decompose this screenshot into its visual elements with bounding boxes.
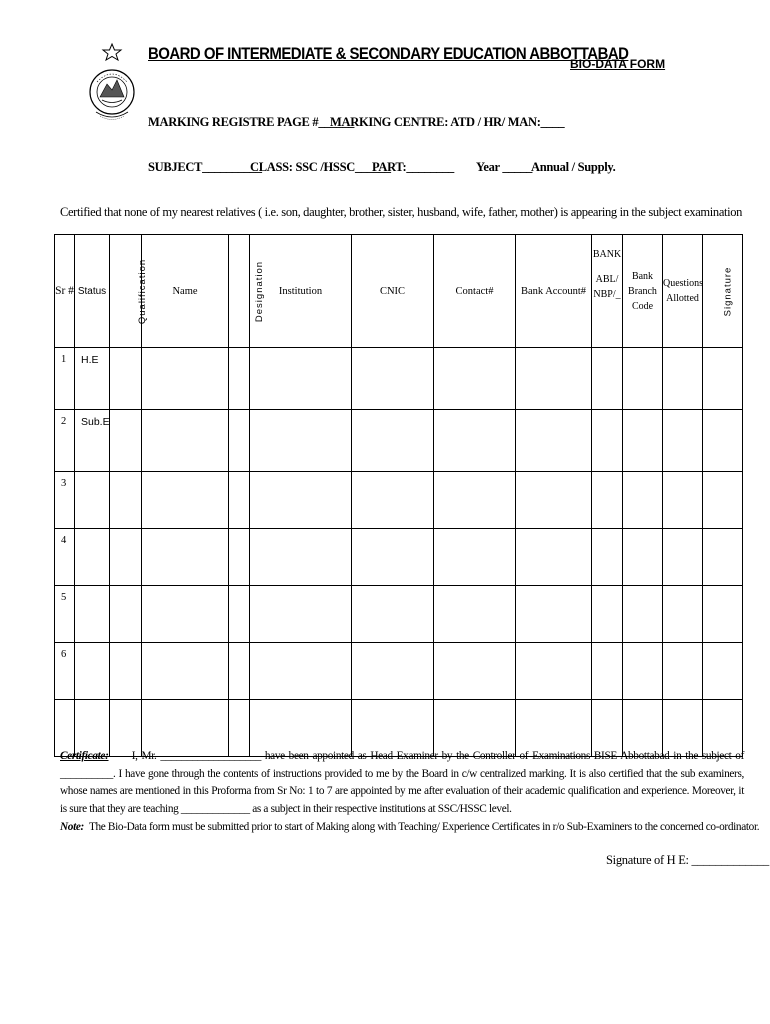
header-sr: Sr # xyxy=(55,235,75,348)
table-row xyxy=(55,529,743,586)
table-row xyxy=(55,643,743,700)
row-input-cell[interactable] xyxy=(663,529,703,586)
note-text: The Bio-Data form must be submitted prior to start of Making along with Teaching/ Experience Certificates in r/o Sub-Examiners to the concerned co-ordinator. xyxy=(88,821,760,833)
row-input-cell[interactable] xyxy=(623,529,663,586)
table-row xyxy=(55,472,743,529)
row-input-cell[interactable] xyxy=(352,529,434,586)
row-input-cell[interactable] xyxy=(250,472,352,529)
row-input-cell[interactable] xyxy=(592,348,623,410)
table-row xyxy=(55,410,743,472)
row-input-cell[interactable] xyxy=(516,348,592,410)
row-input-cell[interactable] xyxy=(516,472,592,529)
row-input-cell[interactable] xyxy=(703,529,743,586)
row-input-cell[interactable] xyxy=(142,348,229,410)
header-qualification-label: Qualification xyxy=(137,258,149,324)
row-input-cell[interactable] xyxy=(703,348,743,410)
row-input-cell[interactable] xyxy=(110,410,142,472)
row-input-cell[interactable] xyxy=(663,410,703,472)
header-institution: Institution xyxy=(250,235,352,348)
note-label: Note: xyxy=(60,821,84,833)
row-status-cell[interactable]: H.E xyxy=(75,348,110,410)
row-input-cell[interactable] xyxy=(623,410,663,472)
row-sr-cell: 5 xyxy=(55,586,75,643)
header-designation xyxy=(229,235,266,348)
row-input-cell[interactable] xyxy=(229,529,250,586)
header-bank xyxy=(592,235,623,348)
row-input-cell[interactable] xyxy=(663,348,703,410)
row-input-cell[interactable] xyxy=(516,529,592,586)
row-input-cell[interactable] xyxy=(623,348,663,410)
board-logo-seal xyxy=(88,42,136,124)
row-input-cell[interactable] xyxy=(142,472,229,529)
row-status-cell[interactable]: Sub.E xyxy=(75,410,110,472)
row-input-cell[interactable] xyxy=(352,643,434,700)
row-sr-cell: 2 xyxy=(55,410,75,472)
row-input-cell[interactable] xyxy=(592,643,623,700)
row-input-cell[interactable] xyxy=(229,348,250,410)
board-title: BOARD OF INTERMEDIATE & SECONDARY EDUCATION ABBOTTABAD xyxy=(148,44,629,63)
row-input-cell[interactable] xyxy=(623,586,663,643)
row-status-cell[interactable] xyxy=(75,586,110,643)
table-body xyxy=(55,348,743,757)
row-input-cell[interactable] xyxy=(434,348,516,410)
header-bank-options: ABL/ NBP/_ xyxy=(593,274,621,300)
row-input-cell[interactable] xyxy=(703,643,743,700)
row-input-cell[interactable] xyxy=(434,586,516,643)
row-status-cell[interactable] xyxy=(75,472,110,529)
header-bank-account: Bank Account# xyxy=(516,235,592,348)
header-signature-label: Signature xyxy=(722,266,734,316)
row-input-cell[interactable] xyxy=(352,586,434,643)
row-input-cell[interactable] xyxy=(516,643,592,700)
row-input-cell[interactable] xyxy=(110,586,142,643)
row-sr-cell: 1 xyxy=(55,348,75,410)
header-qualification xyxy=(110,235,149,348)
row-input-cell[interactable] xyxy=(142,529,229,586)
certificate-paragraph xyxy=(60,748,744,818)
row-input-cell[interactable] xyxy=(516,410,592,472)
row-input-cell[interactable] xyxy=(663,643,703,700)
session-field[interactable]: Annual / Supply. xyxy=(531,160,616,174)
row-input-cell[interactable] xyxy=(703,586,743,643)
table-row xyxy=(55,348,743,410)
row-input-cell[interactable] xyxy=(703,472,743,529)
row-sr-cell: 4 xyxy=(55,529,75,586)
header-contact: Contact# xyxy=(434,235,516,348)
row-input-cell[interactable] xyxy=(250,348,352,410)
note-paragraph xyxy=(60,821,759,833)
row-input-cell[interactable] xyxy=(250,410,352,472)
row-input-cell[interactable] xyxy=(592,586,623,643)
row-input-cell[interactable] xyxy=(352,348,434,410)
row-input-cell[interactable] xyxy=(434,410,516,472)
row-input-cell[interactable] xyxy=(592,529,623,586)
row-input-cell[interactable] xyxy=(703,410,743,472)
row-input-cell[interactable] xyxy=(352,472,434,529)
header-name: Name xyxy=(142,235,229,348)
row-input-cell[interactable] xyxy=(623,472,663,529)
row-input-cell[interactable] xyxy=(110,348,142,410)
row-input-cell[interactable] xyxy=(623,643,663,700)
row-sr-cell: 6 xyxy=(55,643,75,700)
row-input-cell[interactable] xyxy=(250,586,352,643)
header-cnic: CNIC xyxy=(352,235,434,348)
row-input-cell[interactable] xyxy=(250,643,352,700)
row-input-cell[interactable] xyxy=(663,586,703,643)
relatives-statement: Certified that none of my nearest relatives ( i.e. son, daughter, brother, sister, husband, wife, father, mother) is appearing in the subject examination xyxy=(60,205,743,219)
row-input-cell[interactable] xyxy=(229,410,250,472)
row-input-cell[interactable] xyxy=(110,472,142,529)
row-input-cell[interactable] xyxy=(229,472,250,529)
row-input-cell[interactable] xyxy=(516,586,592,643)
row-input-cell[interactable] xyxy=(110,643,142,700)
marking-centre-field[interactable]: MARKING CENTRE: ATD / HR/ MAN:____ xyxy=(330,115,565,129)
subject-field[interactable]: SUBJECT__________ xyxy=(148,160,262,174)
form-title: BIO-DATA FORM xyxy=(570,57,666,71)
row-status-cell[interactable] xyxy=(75,643,110,700)
certificate-label: Certificate: xyxy=(60,750,109,762)
header-signature xyxy=(703,235,743,348)
part-field[interactable]: PART:________ xyxy=(372,160,454,174)
row-status-cell[interactable] xyxy=(75,529,110,586)
header-bank-branch: Bank Branch Code xyxy=(623,235,663,348)
row-sr-cell: 3 xyxy=(55,472,75,529)
row-input-cell[interactable] xyxy=(434,529,516,586)
row-input-cell[interactable] xyxy=(434,472,516,529)
header-status: Status xyxy=(75,235,110,348)
header-questions: Questions Allotted xyxy=(663,235,703,348)
row-input-cell[interactable] xyxy=(352,410,434,472)
bio-data-table xyxy=(54,234,743,757)
header-bank-label: BANK xyxy=(592,249,622,260)
table-row xyxy=(55,586,743,643)
row-input-cell[interactable] xyxy=(592,410,623,472)
row-input-cell[interactable] xyxy=(663,472,703,529)
header-designation-label: Designation xyxy=(254,260,266,322)
table-header-row xyxy=(55,235,743,348)
certificate-text: I, Mr. ___________________ have been appointed as Head Examiner by the Controller of Examinations BISE Abbottabad in the subject of __________. I have gone through the contents of instructions provided to me by the Board in c/w centralized marking. It is also certified that the sub examiners, whose names are mentioned in this Proforma from Sr No: 1 to 7 are appointed by me after evaluation of their academic qualification and experience. Moreover, it is sure that they are teaching _____________ as a subject in their respective institutions at SSC/HSSC level. xyxy=(60,750,744,815)
row-input-cell[interactable] xyxy=(229,643,250,700)
year-field[interactable]: Year _____ xyxy=(476,160,533,174)
marking-page-field[interactable]: MARKING REGISTRE PAGE #______ xyxy=(148,115,355,129)
row-input-cell[interactable] xyxy=(434,643,516,700)
row-input-cell[interactable] xyxy=(142,643,229,700)
row-input-cell[interactable] xyxy=(229,586,250,643)
row-input-cell[interactable] xyxy=(250,529,352,586)
row-input-cell[interactable] xyxy=(110,529,142,586)
class-field[interactable]: CLASS: SSC /HSSC______ xyxy=(250,160,391,174)
row-input-cell[interactable] xyxy=(142,410,229,472)
row-input-cell[interactable] xyxy=(592,472,623,529)
row-input-cell[interactable] xyxy=(142,586,229,643)
signature-he-field[interactable]: Signature of H E: _____________ xyxy=(606,853,769,867)
